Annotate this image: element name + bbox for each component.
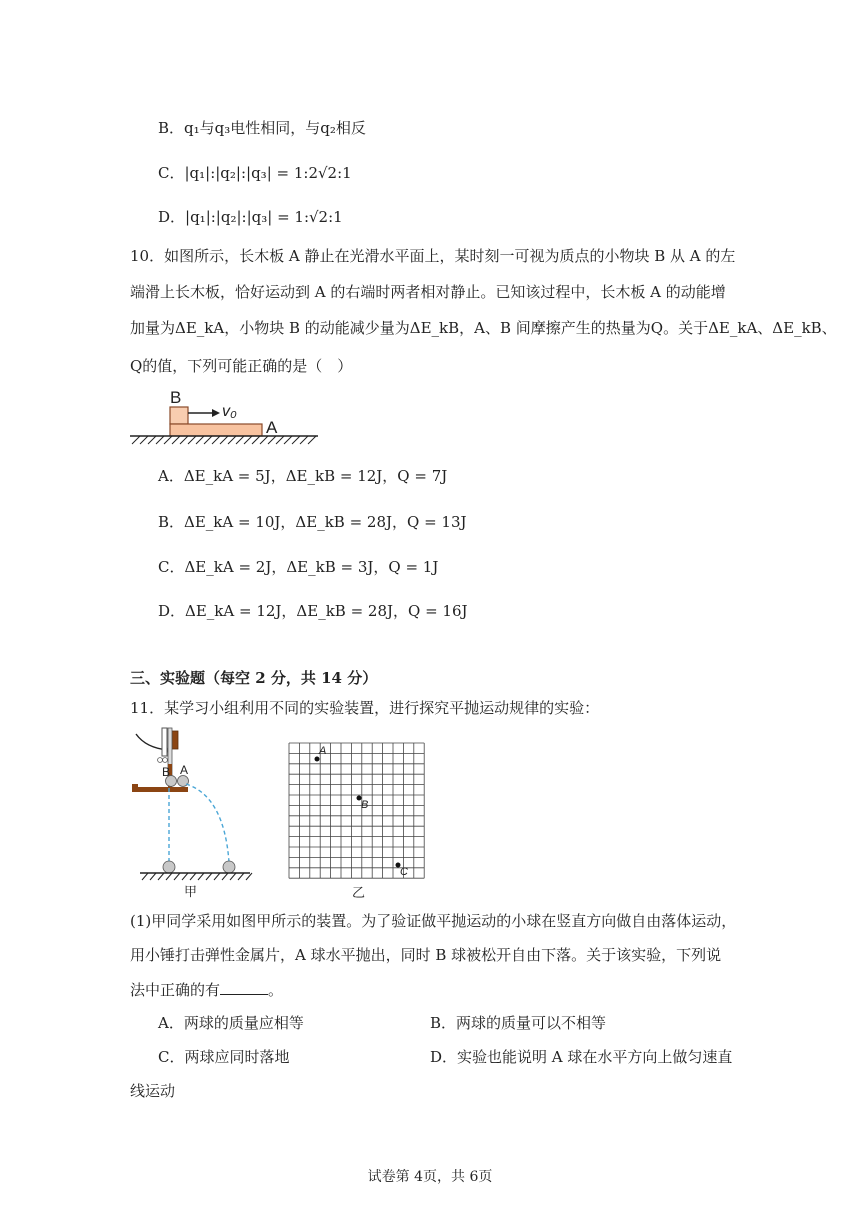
figure-yi-grid bbox=[288, 742, 430, 900]
point-a-label: A bbox=[319, 745, 327, 757]
label-a: A bbox=[180, 763, 189, 777]
q11-option-b: B．两球的质量可以不相等 bbox=[430, 1014, 607, 1032]
board-a bbox=[170, 424, 262, 436]
ground-hatching bbox=[142, 873, 252, 880]
figure-jia-apparatus bbox=[128, 724, 268, 899]
q11-part1-line2: 用小锤打击弹性金属片，A 球水平抛出，同时 B 球被松开自由下落。关于该实验，下列说 bbox=[130, 946, 722, 964]
grid-lines bbox=[289, 743, 424, 878]
q11-part1-line3-end: 。 bbox=[268, 981, 284, 999]
platform bbox=[132, 787, 188, 792]
page-footer: 试卷第 4页，共 6页 bbox=[367, 1169, 493, 1185]
figure-caption: 乙 bbox=[352, 885, 366, 900]
trajectory-a bbox=[186, 784, 229, 862]
ground-hatching bbox=[132, 436, 316, 444]
block-b bbox=[170, 407, 188, 424]
label-v0: v₀ bbox=[222, 403, 237, 420]
q10-board-block-figure bbox=[128, 385, 328, 450]
q9-option-c: C．|q₁|:|q₂|:|q₃| = 1:2√2:1 bbox=[158, 164, 352, 182]
figure-caption: 甲 bbox=[184, 884, 198, 899]
q11-part1-line3 bbox=[130, 979, 283, 1001]
point-a bbox=[315, 757, 320, 762]
q11-option-a: A．两球的质量应相等 bbox=[158, 1014, 304, 1032]
label-a: A bbox=[266, 418, 278, 437]
point-b-label: B bbox=[361, 799, 369, 811]
q10-stem-line1: 10．如图所示，长木板 A 静止在光滑水平面上，某时刻一可视为质点的小物块 B 从 A 的左 bbox=[130, 247, 736, 265]
q10-option-b: B．ΔE_kA = 10J，ΔE_kB = 28J，Q = 13J bbox=[158, 513, 467, 531]
hammer-handle bbox=[162, 728, 167, 756]
arrow-head-icon bbox=[212, 409, 220, 417]
q11-option-c: C．两球应同时落地 bbox=[158, 1048, 290, 1066]
q10-stem-line3: 加量为ΔE_kA，小物块 B 的动能减少量为ΔE_kB，A、B 间摩擦产生的热量为Q。关于ΔE_kA、ΔE_kB、 bbox=[130, 319, 837, 337]
label-b: B bbox=[162, 765, 171, 779]
q9-option-b: B．q₁与q₃电性相同，与q₂相反 bbox=[158, 119, 366, 137]
q10-option-d: D．ΔE_kA = 12J，ΔE_kB = 28J，Q = 16J bbox=[158, 602, 468, 620]
ball-b-bottom bbox=[163, 861, 175, 873]
hammer-head bbox=[172, 731, 178, 749]
q11-option-d: D．实验也能说明 A 球在水平方向上做匀速直 bbox=[430, 1048, 733, 1066]
q11-option-d-continued: 线运动 bbox=[130, 1082, 176, 1100]
point-c-label: C bbox=[400, 866, 408, 878]
latch bbox=[158, 758, 168, 763]
q10-option-a: A．ΔE_kA = 5J，ΔE_kB = 12J，Q = 7J bbox=[158, 467, 448, 485]
q11-intro: 11．某学习小组利用不同的实验装置，进行探究平抛运动规律的实验： bbox=[130, 699, 600, 717]
q10-stem-line4: Q的值，下列可能正确的是（ ） bbox=[130, 357, 353, 375]
section-heading: 三、实验题（每空 2 分，共 14 分） bbox=[130, 669, 378, 687]
label-b: B bbox=[170, 388, 182, 407]
answer-blank[interactable] bbox=[220, 980, 268, 995]
q9-option-d: D．|q₁|:|q₂|:|q₃| = 1:√2:1 bbox=[158, 208, 343, 226]
q10-option-c: C．ΔE_kA = 2J，ΔE_kB = 3J，Q = 1J bbox=[158, 558, 439, 576]
ball-a-bottom bbox=[223, 861, 235, 873]
q11-part1-line1: (1)甲同学采用如图甲所示的装置。为了验证做平抛运动的小球在竖直方向做自由落体运动， bbox=[130, 912, 737, 930]
q11-part1-line3-text: 法中正确的有 bbox=[130, 981, 221, 999]
q10-stem-line2: 端滑上长木板，恰好运动到 A 的右端时两者相对静止。已知该过程中，长木板 A 的动能增 bbox=[130, 283, 726, 301]
